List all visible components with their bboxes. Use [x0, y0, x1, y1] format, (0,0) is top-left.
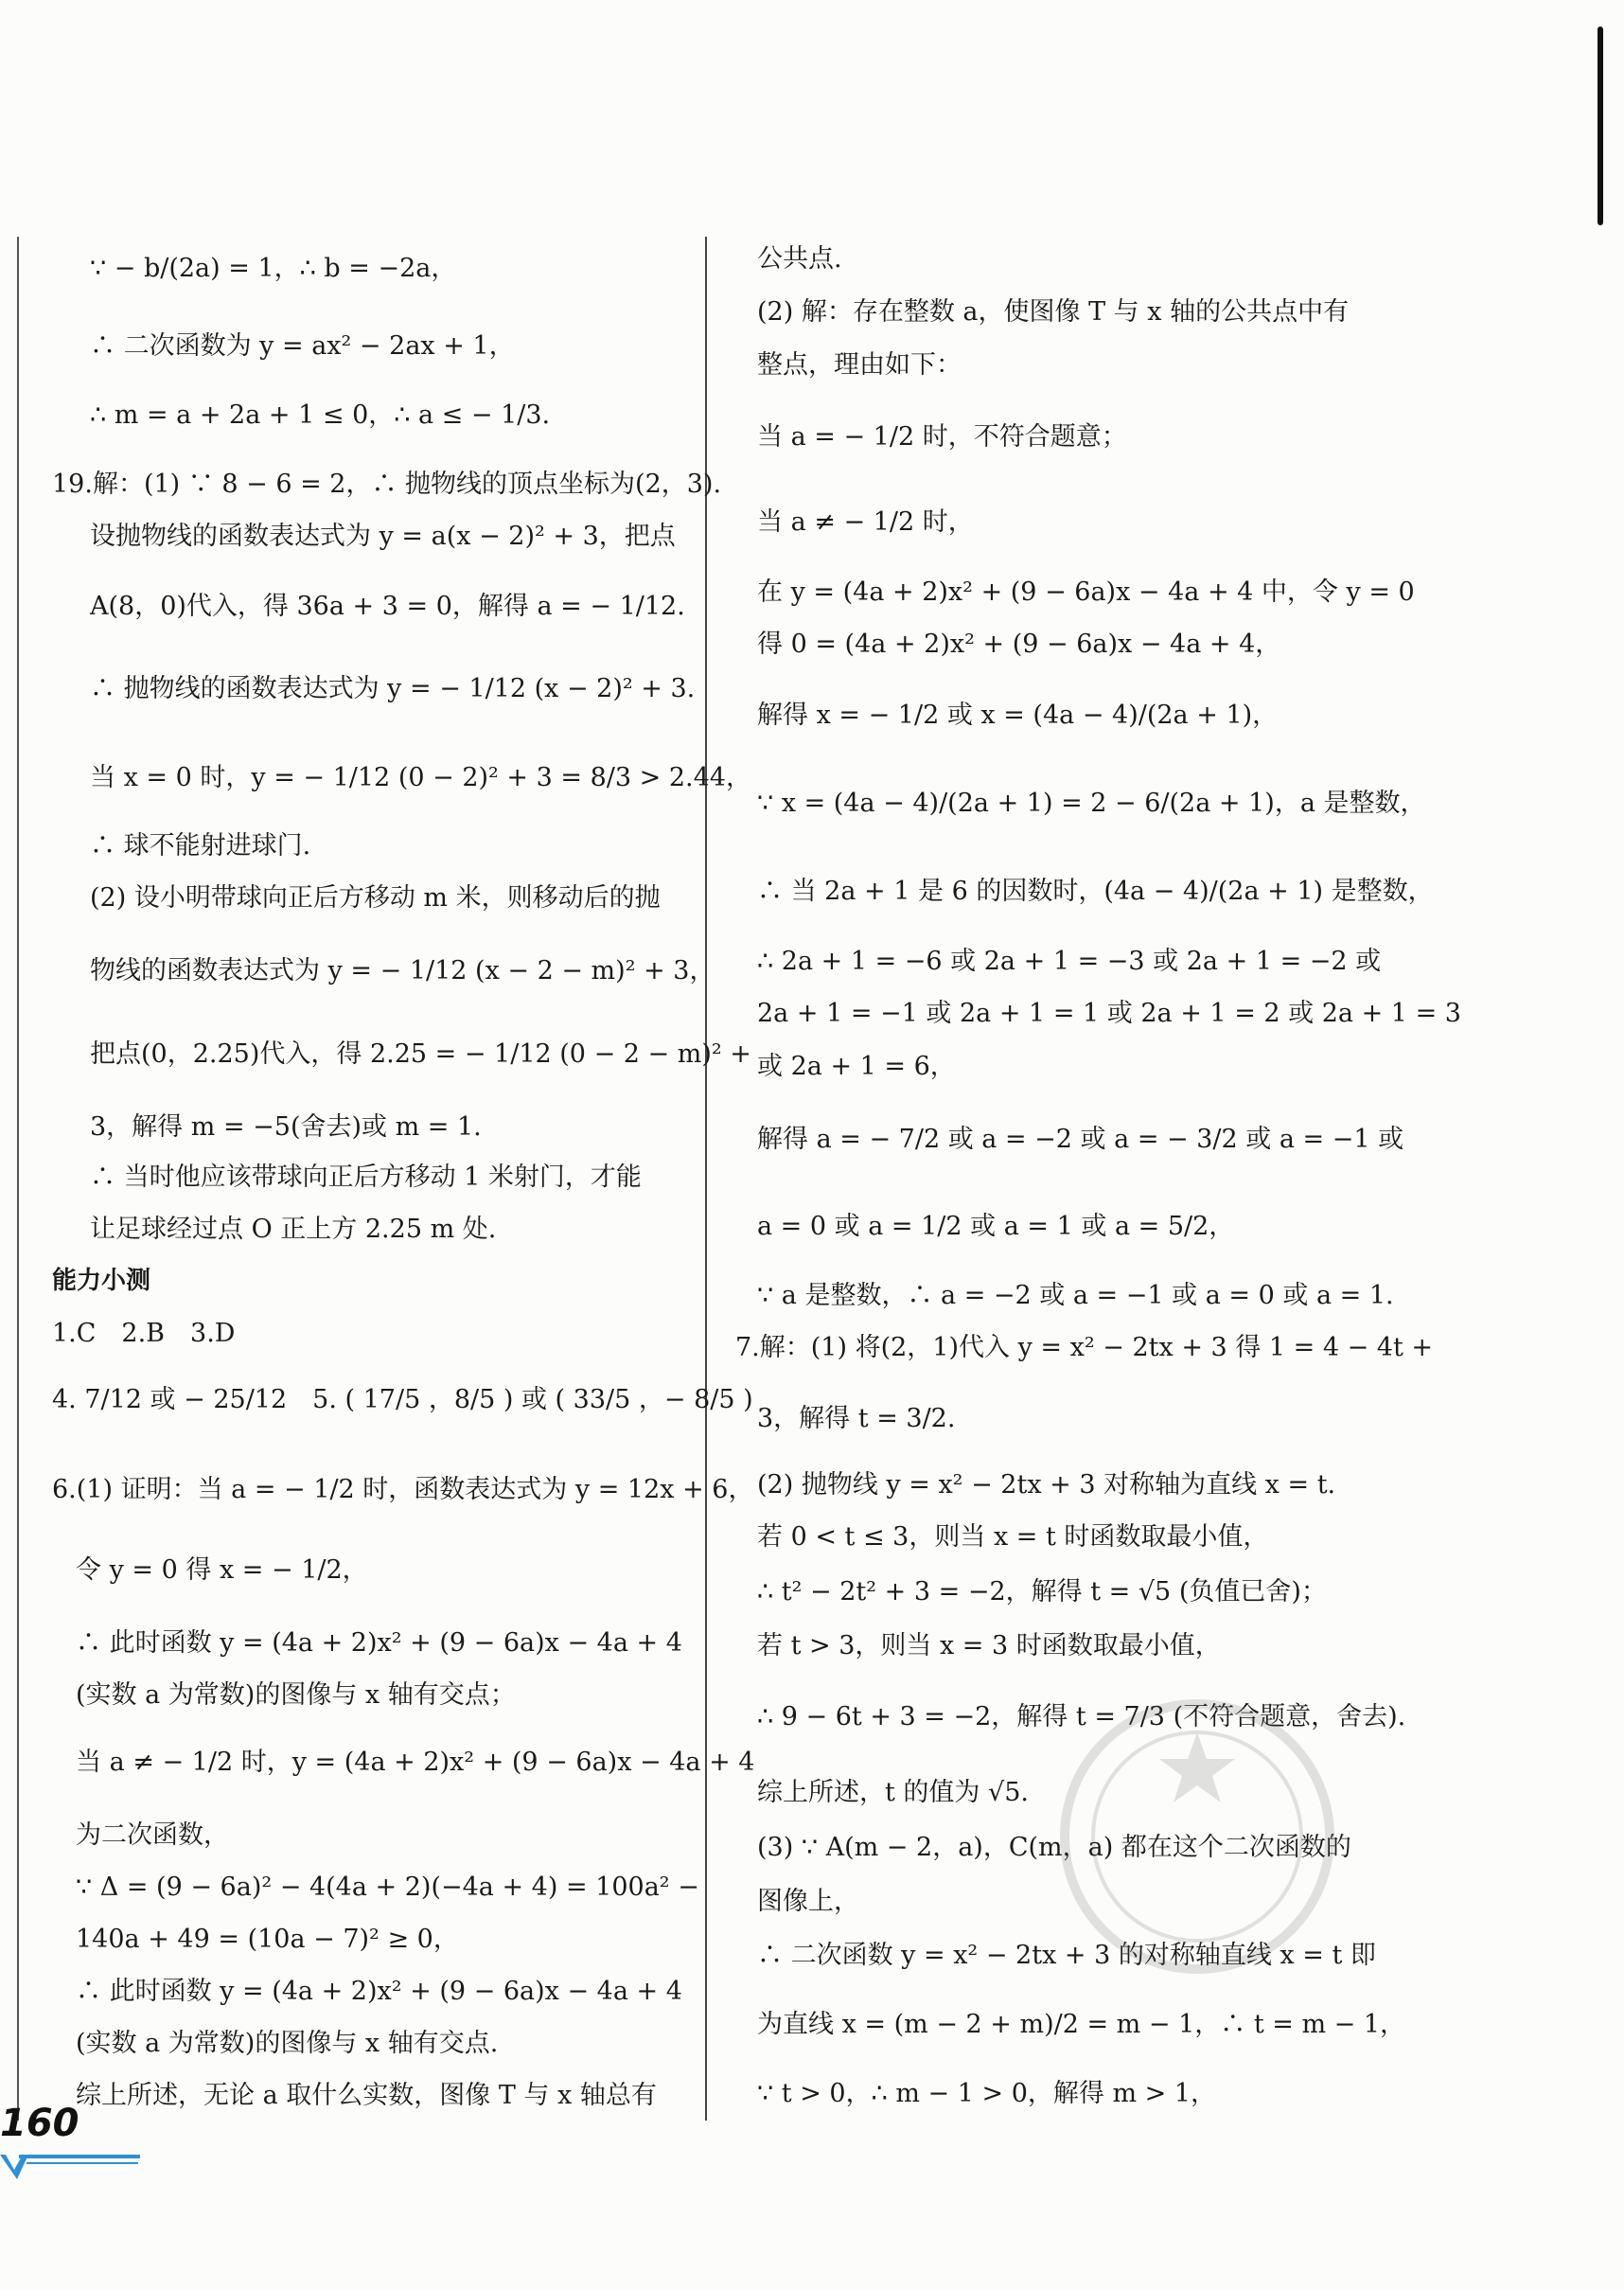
text-line: ∵ t > 0，∴ m − 1 > 0，解得 m > 1，: [757, 2079, 1217, 2108]
text-line: 2a + 1 = −1 或 2a + 1 = 1 或 2a + 1 = 2 或 2a + 1 = 3: [757, 999, 1461, 1028]
text-line: 公共点.: [757, 244, 842, 274]
text-line: ∴ 当 2a + 1 是 6 的因数时，(4a − 4)/(2a + 1) 是整数，: [757, 877, 1434, 906]
page-number: 160: [0, 2102, 79, 2145]
text-line: 当 a = − 1/2 时，不符合题意；: [757, 422, 1127, 452]
text-line: ∵ x = (4a − 4)/(2a + 1) = 2 − 6/(2a + 1)，a 是整数，: [757, 789, 1426, 818]
text-line: ∴ 9 − 6t + 3 = −2，解得 t = 7/3 (不符合题意，舍去).: [757, 1702, 1406, 1731]
text-line: 或 2a + 1 = 6，: [757, 1052, 956, 1081]
text-line: ∵ − b/(2a) = 1，∴ b = −2a，: [90, 254, 457, 283]
text-line: 综上所述，t 的值为 √5.: [757, 1778, 1029, 1807]
text-line: 为二次函数，: [76, 1820, 229, 1850]
faded-seal-watermark: [1027, 1695, 1368, 1979]
text-line: 6.(1) 证明：当 a = − 1/2 时，函数表达式为 y = 12x + 6，: [52, 1475, 754, 1504]
text-line: (3) ∵ A(m − 2，a)，C(m，a) 都在这个二次函数的: [757, 1833, 1351, 1862]
text-line: 图像上，: [757, 1887, 859, 1916]
text-line: ∴ 当时他应该带球向正后方移动 1 米射门，才能: [90, 1163, 642, 1192]
text-line: 物线的函数表达式为 y = − 1/12 (x − 2 − m)² + 3，: [90, 956, 715, 985]
text-line: 3，解得 m = −5(舍去)或 m = 1.: [90, 1112, 482, 1142]
text-line: (2) 抛物线 y = x² − 2tx + 3 对称轴为直线 x = t.: [757, 1470, 1336, 1500]
text-line: 令 y = 0 得 x = − 1/2，: [76, 1555, 368, 1585]
text-line: (2) 设小明带球向正后方移动 m 米，则移动后的抛: [90, 883, 661, 913]
text-line: A(8，0)代入，得 36a + 3 = 0，解得 a = − 1/12.: [90, 592, 685, 621]
text-line: (实数 a 为常数)的图像与 x 轴有交点.: [76, 2029, 499, 2058]
text-line: 设抛物线的函数表达式为 y = a(x − 2)² + 3，把点: [90, 522, 676, 551]
text-line: 当 a ≠ − 1/2 时，: [757, 507, 974, 537]
text-line: 解得 x = − 1/2 或 x = (4a − 4)/(2a + 1)，: [757, 701, 1279, 730]
text-line: ∵ Δ = (9 − 6a)² − 4(4a + 2)(−4a + 4) = 100a² −: [76, 1873, 699, 1902]
text-line: 3，解得 t = 3/2.: [757, 1404, 956, 1433]
text-line: 1.C 2.B 3.D: [52, 1319, 236, 1348]
text-line: 为直线 x = (m − 2 + m)/2 = m − 1，∴ t = m − 1，: [757, 2010, 1406, 2039]
text-line: 把点(0，2.25)代入，得 2.25 = − 1/12 (0 − 2 − m)² +: [90, 1039, 751, 1069]
binding-edge-mark: [1598, 27, 1603, 225]
text-line: 140a + 49 = (10a − 7)² ≥ 0，: [76, 1925, 459, 1954]
text-line: 让足球经过点 O 正上方 2.25 m 处.: [90, 1215, 497, 1244]
footer-ribbon-decoration: [0, 2151, 142, 2189]
text-line: 19.解：(1) ∵ 8 − 6 = 2，∴ 抛物线的顶点坐标为(2，3).: [52, 470, 722, 499]
text-line: 在 y = (4a + 2)x² + (9 − 6a)x − 4a + 4 中，令 y = 0: [757, 577, 1415, 607]
text-line: a = 0 或 a = 1/2 或 a = 1 或 a = 5/2，: [757, 1212, 1235, 1241]
text-line: ∴ 此时函数 y = (4a + 2)x² + (9 − 6a)x − 4a + 4: [76, 1628, 682, 1658]
section-heading: 能力小测: [52, 1267, 151, 1295]
text-line: ∴ 二次函数为 y = ax² − 2ax + 1，: [90, 331, 515, 361]
text-line: (实数 a 为常数)的图像与 x 轴有交点；: [76, 1680, 516, 1710]
column-divider: [705, 237, 707, 2121]
text-line: 得 0 = (4a + 2)x² + (9 − 6a)x − 4a + 4，: [757, 630, 1281, 659]
text-line: ∴ t² − 2t² + 3 = −2，解得 t = √5 (负值已舍)；: [757, 1577, 1327, 1607]
text-line: ∵ a 是整数，∴ a = −2 或 a = −1 或 a = 0 或 a = 1.: [757, 1281, 1394, 1310]
text-line: 若 t > 3，则当 x = 3 时函数取最小值，: [757, 1631, 1221, 1660]
text-line: ∴ 二次函数 y = x² − 2tx + 3 的对称轴直线 x = t 即: [757, 1941, 1376, 1970]
left-margin-rule: [17, 237, 19, 2121]
text-line: ∴ 抛物线的函数表达式为 y = − 1/12 (x − 2)² + 3.: [90, 674, 696, 703]
text-line: 解得 a = − 7/2 或 a = −2 或 a = − 3/2 或 a = −1 或: [757, 1125, 1404, 1154]
text-line: 综上所述，无论 a 取什么实数，图像 T 与 x 轴总有: [76, 2081, 657, 2110]
text-line: ∴ m = a + 2a + 1 ≤ 0，∴ a ≤ − 1/3.: [90, 400, 551, 430]
text-line: ∴ 此时函数 y = (4a + 2)x² + (9 − 6a)x − 4a + 4: [76, 1977, 682, 2006]
text-line: 整点，理由如下：: [757, 350, 962, 380]
text-line: 若 0 < t ≤ 3，则当 x = t 时函数取最小值，: [757, 1522, 1269, 1552]
text-line: 当 x = 0 时，y = − 1/12 (0 − 2)² + 3 = 8/3 > 2.44，: [90, 763, 751, 792]
text-line: (2) 解：存在整数 a，使图像 T 与 x 轴的公共点中有: [757, 297, 1350, 327]
text-line: 4. 7/12 或 − 25/12 5. ( 17/5 ，8/5 ) 或 ( 33/5 ，− 8/5 ): [52, 1385, 753, 1414]
text-line: 当 a ≠ − 1/2 时，y = (4a + 2)x² + (9 − 6a)x − 4a + 4: [76, 1748, 755, 1777]
text-line: ∴ 球不能射进球门.: [90, 831, 311, 861]
text-line: ∴ 2a + 1 = −6 或 2a + 1 = −3 或 2a + 1 = −2 或: [757, 947, 1382, 976]
text-line: 7.解：(1) 将(2，1)代入 y = x² − 2tx + 3 得 1 = 4 − 4t +: [735, 1333, 1434, 1362]
